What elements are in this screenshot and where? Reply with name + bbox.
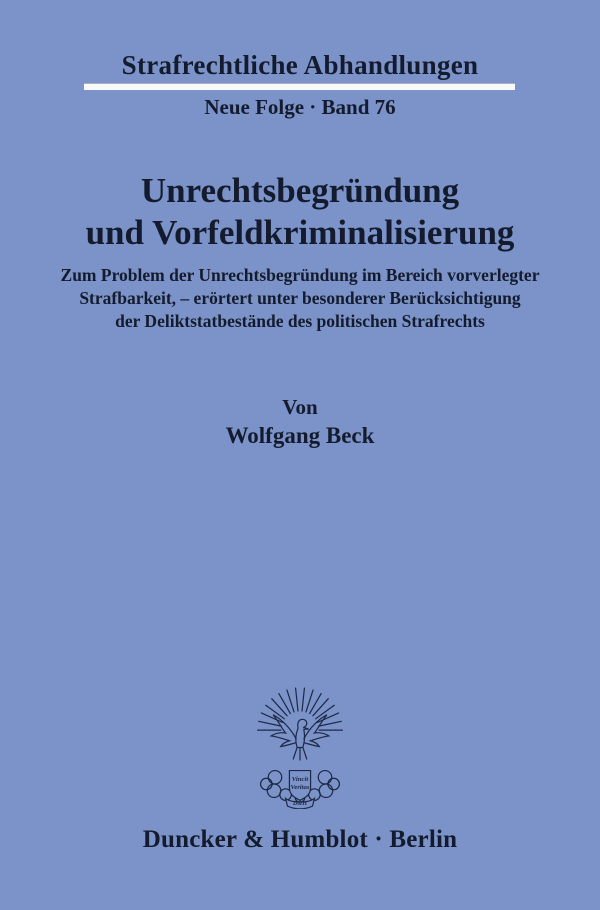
author-prefix: Von [282,395,318,419]
motto-shield [286,771,315,809]
book-title [0,170,600,254]
emblem-motto-line-2: Veritas [290,783,310,791]
book-subtitle [0,264,600,333]
book-title-line-2: und Vorfeldkriminalisierung [85,213,515,252]
publisher-emblem [0,684,600,814]
series-title: Strafrechtliche Abhandlungen [121,50,479,80]
eagle-emblem-icon [247,684,353,809]
author-name: Wolfgang Beck [225,423,375,448]
sunburst-rays-icon [258,688,343,730]
emblem-initials: D&H [292,800,308,808]
subtitle-line-3: der Deliktstatbestände des politischen Strafrechts [115,311,485,331]
author-block [0,397,600,447]
publisher-imprint: Duncker & Humblot · Berlin [142,826,458,853]
series-divider-rule [84,83,515,90]
book-title-line-1: Unrechtsbegründung [140,171,460,210]
subtitle-line-2: Strafbarkeit, – erörtert unter besonderer Berücksichtigung [79,288,521,308]
series-volume: Neue Folge · Band 76 [204,95,396,119]
emblem-motto-line-1: Vincit [291,776,309,784]
subtitle-line-1: Zum Problem der Unrechtsbegründung im Bereich vorverlegter [60,265,540,285]
